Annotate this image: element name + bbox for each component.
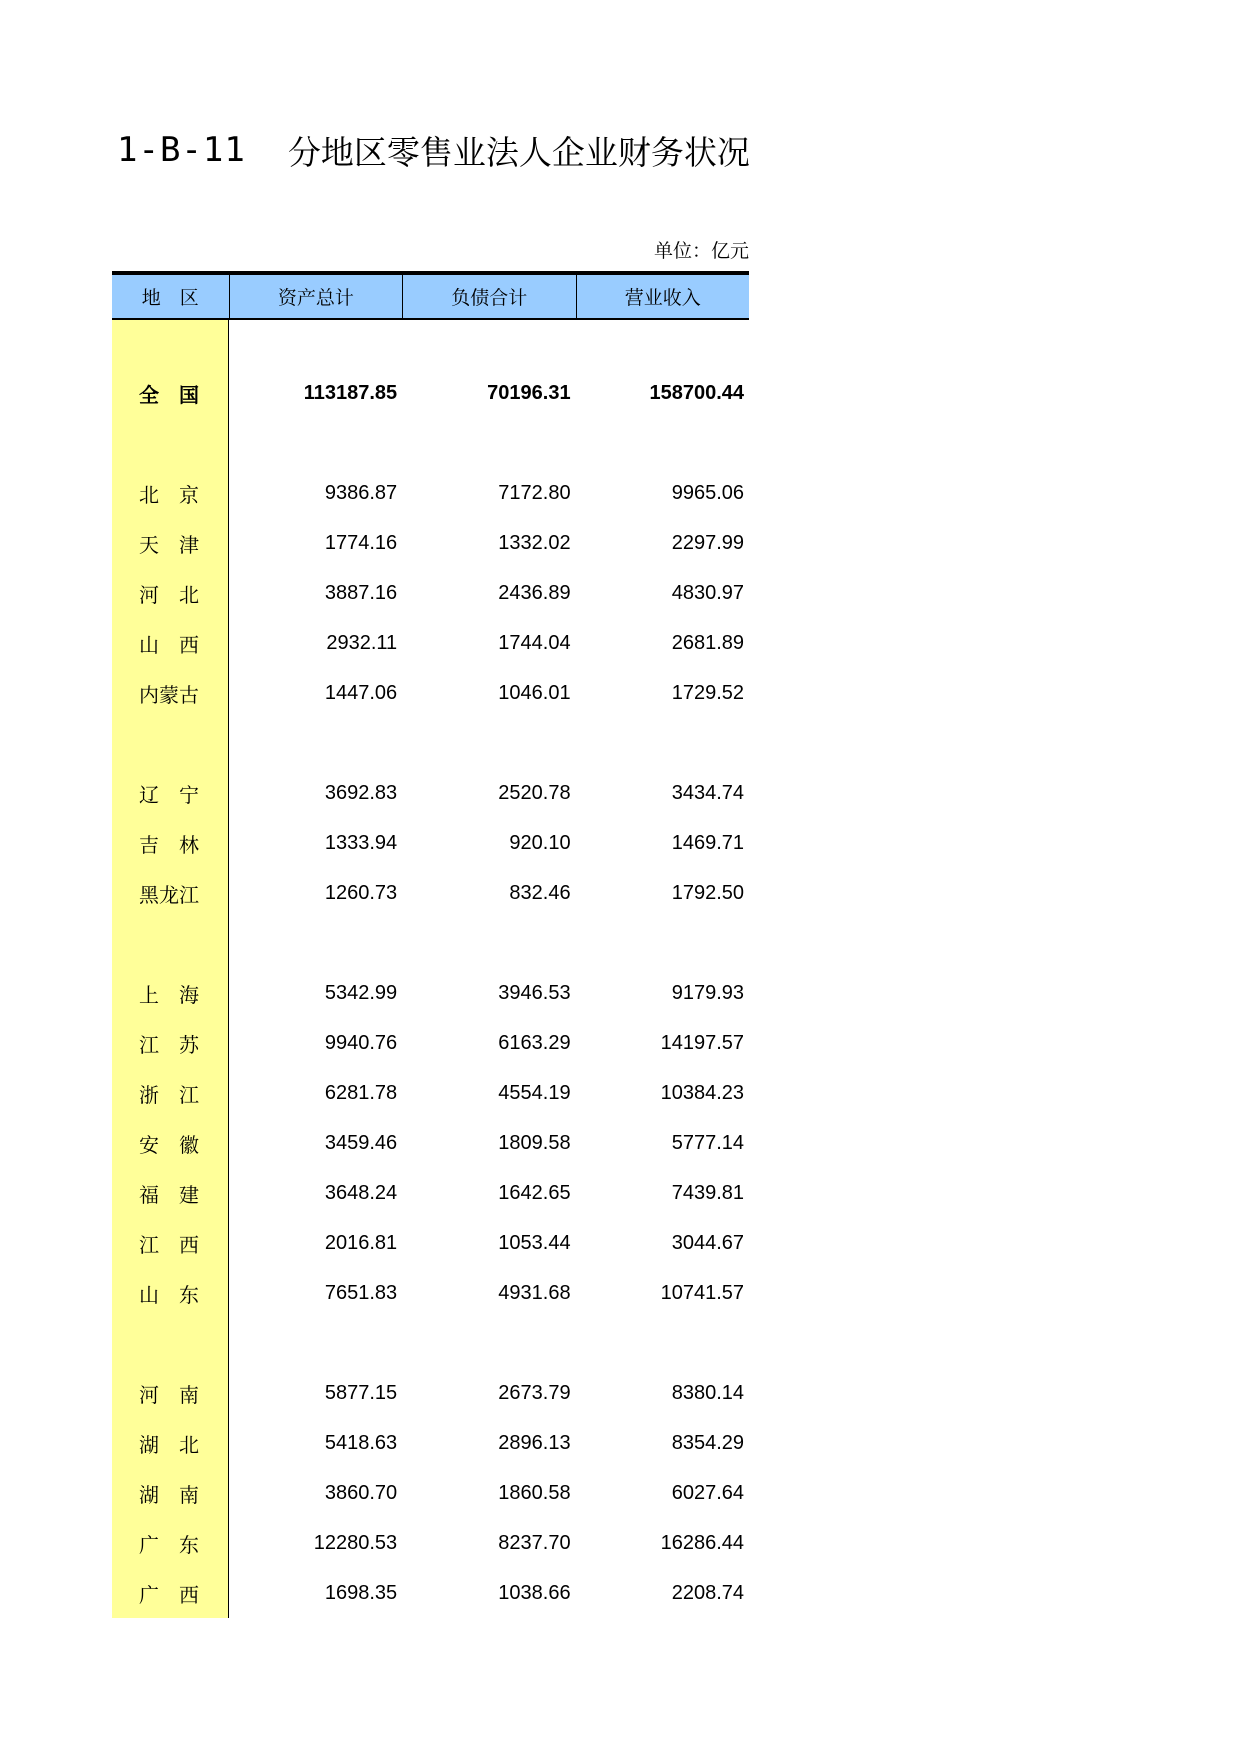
table-header — [112, 275, 749, 320]
region-cell: 浙 江 — [139, 1082, 199, 1107]
assets-cell: 3648.24 — [324, 1181, 398, 1204]
total-row — [112, 368, 749, 418]
table-row — [112, 468, 749, 518]
unit-label: 单位：亿元 — [653, 240, 749, 262]
table-row — [112, 518, 749, 568]
region-cell: 广 东 — [139, 1532, 199, 1557]
assets-cell: 1774.16 — [324, 531, 398, 554]
row-spacer — [112, 320, 749, 368]
revenue-cell: 8380.14 — [671, 1381, 745, 1404]
region-cell: 吉 林 — [139, 832, 199, 857]
assets-cell: 5418.63 — [324, 1431, 398, 1454]
header-region: 地 区 — [141, 287, 199, 309]
region-cell: 江 西 — [139, 1232, 199, 1257]
region-cell: 安 徽 — [139, 1132, 199, 1157]
region-cell: 山 东 — [139, 1282, 199, 1307]
table-row — [112, 618, 749, 668]
region-cell: 辽 宁 — [139, 782, 199, 807]
revenue-cell: 2681.89 — [671, 631, 745, 654]
liabilities-cell: 4554.19 — [498, 1081, 571, 1104]
revenue-cell: 1792.50 — [671, 881, 745, 904]
table-row — [112, 1518, 749, 1568]
liabilities-cell: 8237.70 — [498, 1531, 571, 1554]
assets-cell: 3860.70 — [324, 1481, 398, 1504]
revenue-cell: 9965.06 — [671, 481, 745, 504]
assets-cell: 1447.06 — [324, 681, 398, 704]
liabilities-cell: 70196.31 — [487, 381, 571, 404]
table-row — [112, 568, 749, 618]
region-cell: 湖 北 — [139, 1432, 199, 1457]
region-cell: 广 西 — [139, 1582, 199, 1607]
liabilities-cell: 2673.79 — [498, 1381, 571, 1404]
revenue-cell: 2208.74 — [671, 1581, 745, 1604]
table-row — [112, 1118, 749, 1168]
revenue-cell: 3434.74 — [671, 781, 745, 804]
revenue-cell: 14197.57 — [660, 1031, 745, 1054]
table-row — [112, 1418, 749, 1468]
table-row — [112, 1018, 749, 1068]
row-spacer — [112, 718, 749, 768]
assets-cell: 9940.76 — [324, 1031, 398, 1054]
liabilities-cell: 1332.02 — [498, 531, 571, 554]
assets-cell: 1333.94 — [324, 831, 398, 854]
liabilities-cell: 1038.66 — [498, 1581, 571, 1604]
table-row — [112, 818, 749, 868]
assets-cell: 1698.35 — [324, 1581, 398, 1604]
table-row — [112, 768, 749, 818]
assets-cell: 6281.78 — [324, 1081, 398, 1104]
header-revenue: 营业收入 — [576, 275, 749, 318]
revenue-cell: 7439.81 — [671, 1181, 745, 1204]
table-row — [112, 1368, 749, 1418]
region-cell: 河 北 — [139, 582, 199, 607]
table-code: 1-B-11 — [117, 130, 246, 170]
revenue-cell: 4830.97 — [671, 581, 745, 604]
region-cell: 江 苏 — [139, 1032, 199, 1057]
table-row — [112, 1268, 749, 1318]
region-cell: 福 建 — [139, 1182, 199, 1207]
revenue-cell: 3044.67 — [671, 1231, 745, 1254]
revenue-cell: 9179.93 — [671, 981, 745, 1004]
revenue-cell: 2297.99 — [671, 531, 745, 554]
assets-cell: 3692.83 — [324, 781, 398, 804]
region-cell: 河 南 — [139, 1382, 199, 1407]
region-cell: 北 京 — [139, 482, 199, 507]
table-row — [112, 668, 749, 718]
assets-cell: 2932.11 — [326, 631, 398, 654]
liabilities-cell: 2520.78 — [498, 781, 571, 804]
revenue-cell: 158700.44 — [649, 381, 745, 404]
assets-cell: 7651.83 — [324, 1281, 398, 1304]
liabilities-cell: 4931.68 — [498, 1281, 571, 1304]
liabilities-cell: 1053.44 — [498, 1231, 571, 1254]
revenue-cell: 1469.71 — [671, 831, 745, 854]
assets-cell: 3459.46 — [324, 1131, 398, 1154]
finance-table — [112, 271, 749, 1618]
liabilities-cell: 920.10 — [509, 831, 571, 854]
assets-cell: 3887.16 — [324, 581, 398, 604]
table-body — [112, 320, 749, 1618]
liabilities-cell: 7172.80 — [498, 481, 571, 504]
table-title: 分地区零售业法人企业财务状况 — [287, 132, 750, 172]
table-row — [112, 1218, 749, 1268]
liabilities-cell: 1744.04 — [498, 631, 571, 654]
revenue-cell: 5777.14 — [671, 1131, 745, 1154]
row-spacer — [112, 418, 749, 468]
revenue-cell: 1729.52 — [671, 681, 745, 704]
revenue-cell: 10741.57 — [660, 1281, 745, 1304]
assets-cell: 1260.73 — [324, 881, 398, 904]
table-row — [112, 868, 749, 918]
region-cell: 黑龙江 — [139, 882, 199, 907]
table-row — [112, 1068, 749, 1118]
liabilities-cell: 1046.01 — [498, 681, 571, 704]
region-cell: 内蒙古 — [139, 682, 199, 707]
header-assets: 资产总计 — [229, 275, 402, 318]
row-spacer — [112, 1318, 749, 1368]
assets-cell: 9386.87 — [324, 481, 398, 504]
region-cell: 上 海 — [139, 982, 199, 1007]
revenue-cell: 6027.64 — [671, 1481, 745, 1504]
row-spacer — [112, 918, 749, 968]
assets-cell: 5877.15 — [324, 1381, 398, 1404]
revenue-cell: 8354.29 — [671, 1431, 745, 1454]
liabilities-cell: 1642.65 — [498, 1181, 571, 1204]
liabilities-cell: 2436.89 — [498, 581, 571, 604]
assets-cell: 5342.99 — [324, 981, 398, 1004]
assets-cell: 12280.53 — [313, 1531, 398, 1554]
assets-cell: 2016.81 — [324, 1231, 398, 1254]
table-row — [112, 968, 749, 1018]
header-liabilities: 负债合计 — [402, 275, 575, 318]
liabilities-cell: 6163.29 — [498, 1031, 571, 1054]
page-title — [117, 128, 750, 172]
table-row — [112, 1468, 749, 1518]
region-cell: 山 西 — [139, 632, 199, 657]
liabilities-cell: 1809.58 — [498, 1131, 571, 1154]
revenue-cell: 16286.44 — [660, 1531, 745, 1554]
liabilities-cell: 2896.13 — [498, 1431, 571, 1454]
table-row — [112, 1168, 749, 1218]
assets-cell: 113187.85 — [303, 381, 398, 404]
liabilities-cell: 1860.58 — [498, 1481, 571, 1504]
region-cell: 全 国 — [139, 382, 199, 407]
revenue-cell: 10384.23 — [660, 1081, 745, 1104]
region-cell: 湖 南 — [139, 1482, 199, 1507]
table-row — [112, 1568, 749, 1618]
region-cell: 天 津 — [139, 532, 199, 557]
liabilities-cell: 3946.53 — [498, 981, 571, 1004]
liabilities-cell: 832.46 — [509, 881, 571, 904]
